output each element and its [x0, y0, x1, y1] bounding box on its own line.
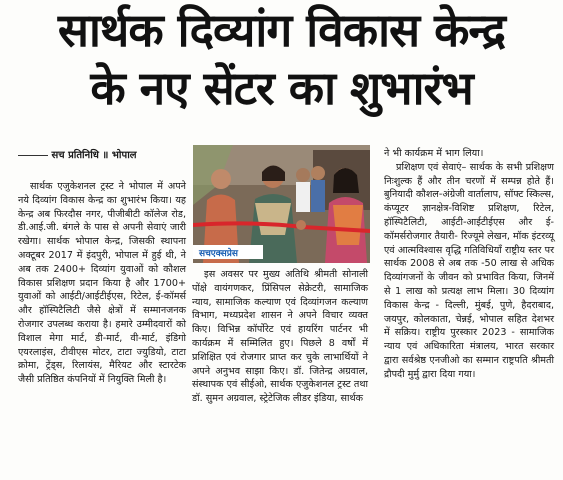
- headline-line-1: सार्थक दिव्यांग विकास केन्द्र: [57, 3, 506, 57]
- article-column-3: [384, 147, 554, 382]
- article-column-1: [18, 180, 186, 387]
- photo-watermark: सचएक्सप्रेस: [199, 249, 238, 259]
- paragraph-training-services: प्रशिक्षण एवं सेवाएं– सार्थक के सभी प्रशिक्षण निःशुल्क हैं और तीन चरणों में सम्पन्न होते हैं। बुनियादी कौशल-अंग्रेजी वार्तालाप, सॉफ्ट स्किल्स, कंप्यूटर ज्ञानक्षेत्र-विशिष्ट प्रशिक्षण, रिटेल, हॉस्पिटैलिटी, आईटी-आईटीईएस और ई-कॉमर्सरोजगार तैयारी- रिज्यूमे लेखन, मॉक इंटरव्यू एवं आत्मविश्वास वृद्धि गतिविधियाँ राष्ट्रीय स्तर पर सार्थक 2008 से अब तक -50 लाख से अधिक दिव्यांगजनों के जीवन को प्रभावित किया, जिनमें से 1 लाख को प्रत्यक्ष लाभ मिला। 30 दिव्यांग विकास केन्द्र - दिल्ली, मुंबई, पुणे, हैदराबाद, जयपुर, कोलकाता, चेन्नई, भोपाल सहित देशभर में सक्रिय। राष्ट्रीय पुरस्कार 2023 - सामाजिक न्याय एवं अधिकारिता मंत्रालय, भारत सरकार द्वारा सर्वश्रेष्ठ एनजीओ का सम्मान राष्ट्रपति श्रीमती द्रौपदी मुर्मु द्वारा दिया गया।: [384, 161, 554, 380]
- paragraph-intro: सार्थक एजुकेशनल ट्रस्ट ने भोपाल में अपने नये दिव्यांग विकास केन्द्र का शुभारंभ किया। यह केन्द्र अब फिरदौस नगर, पीजीबीटी कॉलेज रोड, डी.आई.जी. बंगले के पास से अपनी सेवाएं जारी रखेगा। सार्थक भोपाल केन्द्र, जिसकी स्थापना अक्टूबर 2017 में इंदपुरी, भोपाल में हुई थी, ने अब तक 2400+ दिव्यांग युवाओं को कौशल विकास प्रशिक्षण प्रदान किया है और 1700+ युवाओं को आईटी/आईटीईएस, रिटेल, ई-कॉमर्स और हॉस्पिटैलिटी जैसे क्षेत्रों में सम्मानजनक रोजगार उपलब्ध कराया है। हमारे उम्मीदवारों को विशाल मेगा मार्ट, डी-मार्ट, वी-मार्ट, इंडिगो एयरलाइंस, टीवीएस मोटर, टाटा ज्युडियो, टाटा क्रोमा, ट्रेंड्स, रिलायंस, मैरियट और स्टारटेक जैसी प्रतिष्ठित कंपनियों में नियुक्ति मिली है।: [18, 181, 186, 386]
- event-photo-illustration: [193, 145, 370, 263]
- headline-line-2: के नए सेंटर का शुभारंभ: [90, 61, 473, 115]
- byline-text: सच प्रतिनिधि ॥ भोपाल: [51, 150, 137, 161]
- article-column-2: [192, 268, 368, 406]
- event-photo: [193, 145, 370, 263]
- byline: [18, 147, 188, 161]
- paragraph-chief-guest: इस अवसर पर मुख्य अतिथि श्रीमती सोनाली पोंक्षे वायंगणकर, प्रिंसिपल सेक्रेटरी, सामाजिक न्याय, सामाजिक कल्याण एवं दिव्यांगजन कल्याण विभाग, मध्यप्रदेश शासन ने अपने विचार व्यक्त किए। विभिन्न कॉर्पोरेट एवं हायरिंग पार्टनर भी कार्यक्रम में सम्मिलित हुए। पिछले 8 वर्षों में प्रशिक्षित एवं रोजगार प्राप्त कर चुके लाभार्थियों ने अपने अनुभव साझा किए। डॉ. जितेन्द्र अग्रवाल, संस्थापक एवं सीईओ, सार्थक एजुकेशनल ट्रस्ट तथा डॉ. सुमन अग्रवाल, स्ट्रेटेजिक लीडर इंडिया, सार्थक: [192, 269, 368, 405]
- paragraph-continuation: ने भी कार्यक्रम में भाग लिया।: [384, 148, 484, 159]
- byline-rule: [18, 155, 48, 156]
